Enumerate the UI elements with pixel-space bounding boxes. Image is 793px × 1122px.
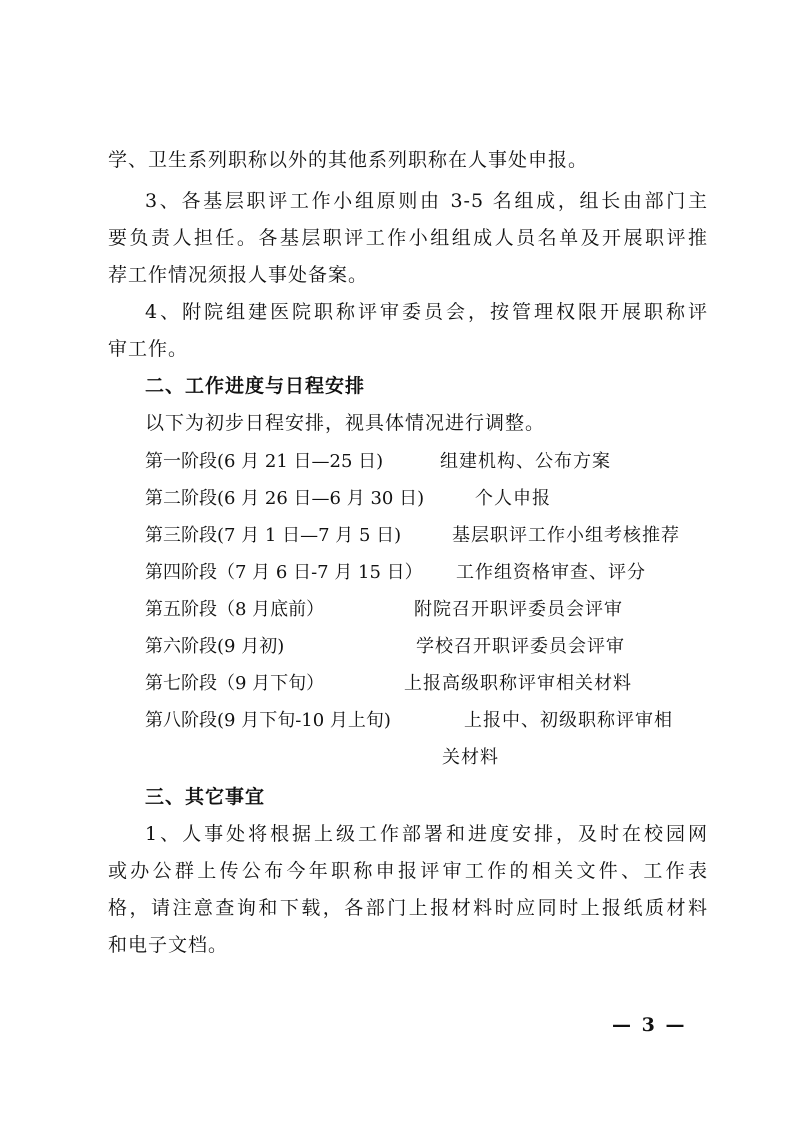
paragraph-line: 3、各基层职评工作小组原则由 3-5 名组成，组长由部门主 [145,190,708,212]
stage-task-continuation: 关材料 [442,747,499,768]
stage-label: 第八阶段(9 月下旬-10 月上旬) [145,710,391,731]
section-heading: 三、其它事宜 [145,786,266,808]
stage-task: 个人申报 [475,488,551,509]
stage-label: 第六阶段(9 月初) [145,636,285,657]
stage-task: 上报高级职称评审相关材料 [404,673,632,694]
stage-label: 第三阶段(7 月 1 日—7 月 5 日) [145,525,402,546]
stage-label: 第四阶段（7 月 6 日-7 月 15 日） [145,562,423,583]
paragraph-line: 格，请注意查询和下载，各部门上报材料时应同时上报纸质材料 [108,897,708,919]
stage-label: 第七阶段（9 月下旬） [145,673,325,694]
stage-label: 第二阶段(6 月 26 日—6 月 30 日) [145,488,425,509]
paragraph-line: 要负责人担任。各基层职评工作小组组成人员名单及开展职评推 [108,227,708,249]
paragraph-line: 审工作。 [108,338,189,360]
stage-task: 基层职评工作小组考核推荐 [452,525,680,546]
section-heading: 二、工作进度与日程安排 [145,375,366,397]
page-number: — 3 — [612,1014,687,1036]
paragraph-line: 荐工作情况须报人事处备案。 [108,264,369,286]
stage-task: 组建机构、公布方案 [440,451,611,472]
paragraph-line: 和电子文档。 [108,934,229,956]
stage-task: 工作组资格审查、评分 [456,562,646,583]
stage-task: 上报中、初级职称评审相 [464,710,673,731]
section-intro: 以下为初步日程安排，视具体情况进行调整。 [145,412,546,434]
stage-label: 第一阶段(6 月 21 日—25 日) [145,451,384,472]
stage-task: 学校召开职评委员会评审 [416,636,625,657]
stage-label: 第五阶段（8 月底前） [145,599,325,620]
paragraph-line: 1、人事处将根据上级工作部署和进度安排，及时在校园网 [145,823,708,845]
paragraph-line: 学、卫生系列职称以外的其他系列职称在人事处申报。 [108,149,589,171]
stage-task: 附院召开职评委员会评审 [414,599,623,620]
paragraph-line: 4、附院组建医院职称评审委员会，按管理权限开展职称评 [145,301,708,323]
paragraph-line: 或办公群上传公布今年职称申报评审工作的相关文件、工作表 [108,860,708,882]
